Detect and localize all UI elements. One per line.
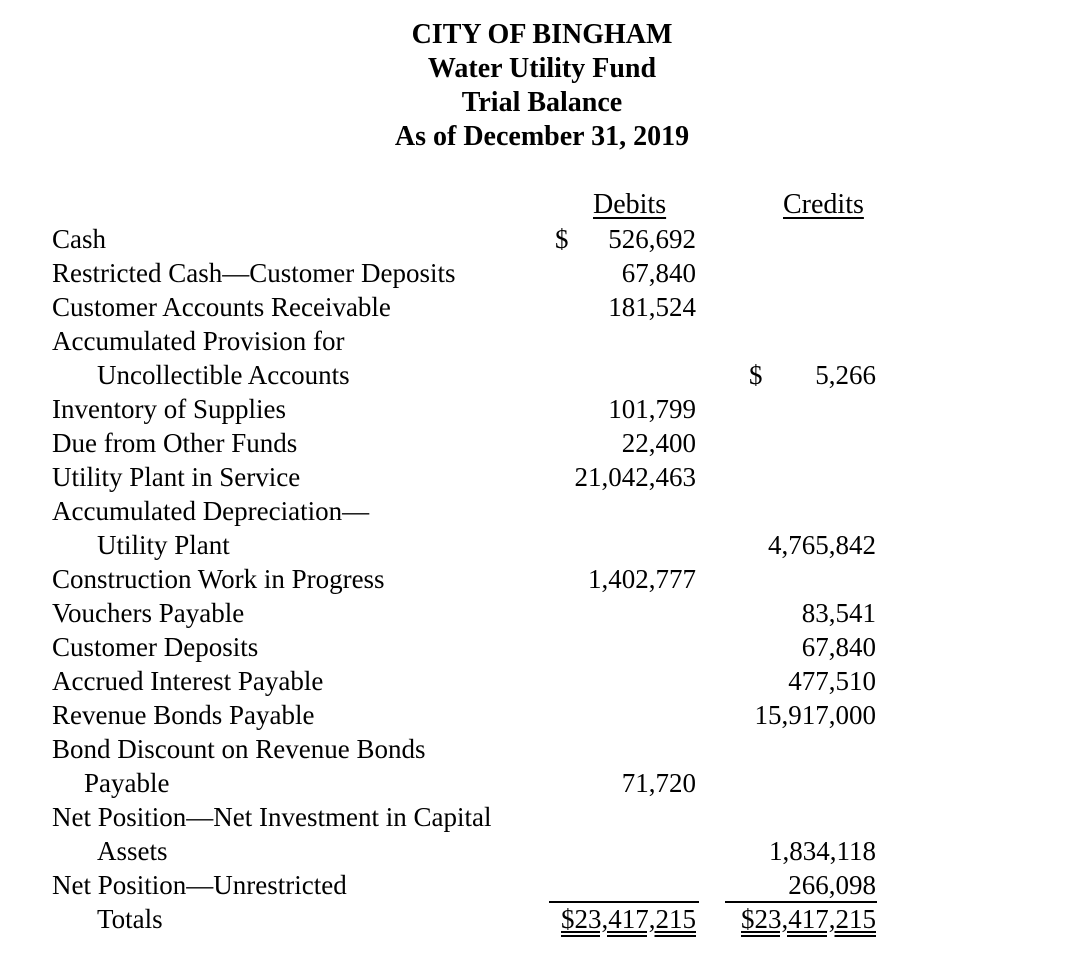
credit-total: $23,417,215 xyxy=(741,904,876,934)
table-row xyxy=(52,698,882,732)
statement-title: Trial Balance xyxy=(461,87,623,118)
account-label: Payable xyxy=(84,768,170,798)
debit-amount: 71,720 xyxy=(621,768,696,798)
debit-amount: 181,524 xyxy=(608,292,696,322)
account-label: Net Position—Net Investment in Capital xyxy=(52,802,492,832)
account-label: Uncollectible Accounts xyxy=(97,360,350,390)
table-row xyxy=(52,392,882,426)
table-row xyxy=(52,868,882,902)
trial-balance-table xyxy=(52,222,882,936)
debit-amount: 22,400 xyxy=(621,428,696,458)
table-row xyxy=(52,562,882,596)
debits-column-header: Debits xyxy=(593,189,667,220)
table-row xyxy=(52,222,882,256)
totals-row xyxy=(52,902,882,936)
table-row xyxy=(52,630,882,664)
credit-amount: 83,541 xyxy=(801,598,876,628)
credits-column-header: Credits xyxy=(783,189,864,220)
account-label: Restricted Cash—Customer Deposits xyxy=(52,258,456,288)
table-row xyxy=(52,358,882,392)
account-label: Customer Accounts Receivable xyxy=(52,292,391,322)
debit-amount: 101,799 xyxy=(608,394,696,424)
totals-label: Totals xyxy=(97,904,163,934)
debit-amount: 67,840 xyxy=(621,258,696,288)
table-row xyxy=(52,460,882,494)
debit-total: $23,417,215 xyxy=(561,904,696,934)
debit-amount: 1,402,777 xyxy=(588,564,696,594)
table-row xyxy=(52,256,882,290)
credit-amount: 15,917,000 xyxy=(754,700,876,730)
account-label: Inventory of Supplies xyxy=(52,394,286,424)
debit-amount: 526,692 xyxy=(608,224,696,254)
credit-total-rule xyxy=(725,901,877,903)
account-label: Utility Plant in Service xyxy=(52,462,301,492)
account-label: Due from Other Funds xyxy=(52,428,298,458)
account-label: Accrued Interest Payable xyxy=(52,666,324,696)
account-label: Net Position—Unrestricted xyxy=(52,870,347,900)
table-row xyxy=(52,732,882,766)
account-label: Utility Plant xyxy=(97,530,230,560)
credit-amount: 67,840 xyxy=(801,632,876,662)
table-row xyxy=(52,664,882,698)
table-row xyxy=(52,494,882,528)
account-label: Customer Deposits xyxy=(52,632,259,662)
table-row xyxy=(52,426,882,460)
statement-header xyxy=(350,18,734,154)
table-row xyxy=(52,324,882,358)
debit-total-rule xyxy=(549,901,699,903)
fund-name: Water Utility Fund xyxy=(427,53,657,84)
account-label: Vouchers Payable xyxy=(52,598,245,628)
account-label: Bond Discount on Revenue Bonds xyxy=(52,734,426,764)
table-row xyxy=(52,290,882,324)
credit-amount: 1,834,118 xyxy=(769,836,876,866)
credit-amount: 5,266 xyxy=(815,360,876,390)
credit-amount: 477,510 xyxy=(788,666,876,696)
credit-dollar-sign: $ xyxy=(749,360,763,390)
table-row xyxy=(52,834,882,868)
debit-dollar-sign: $ xyxy=(555,224,569,254)
entity-name: CITY OF BINGHAM xyxy=(411,19,673,50)
account-label: Accumulated Depreciation— xyxy=(52,496,370,526)
account-label: Construction Work in Progress xyxy=(52,564,385,594)
credit-amount: 4,765,842 xyxy=(768,530,876,560)
account-label: Assets xyxy=(97,836,168,866)
account-label: Accumulated Provision for xyxy=(52,326,345,356)
table-row xyxy=(52,800,882,834)
statement-date: As of December 31, 2019 xyxy=(394,121,690,152)
credit-amount: 266,098 xyxy=(788,870,876,900)
table-row xyxy=(52,596,882,630)
account-label: Revenue Bonds Payable xyxy=(52,700,315,730)
table-row xyxy=(52,766,882,800)
table-row xyxy=(52,528,882,562)
account-label: Cash xyxy=(52,224,106,254)
debit-amount: 21,042,463 xyxy=(574,462,696,492)
